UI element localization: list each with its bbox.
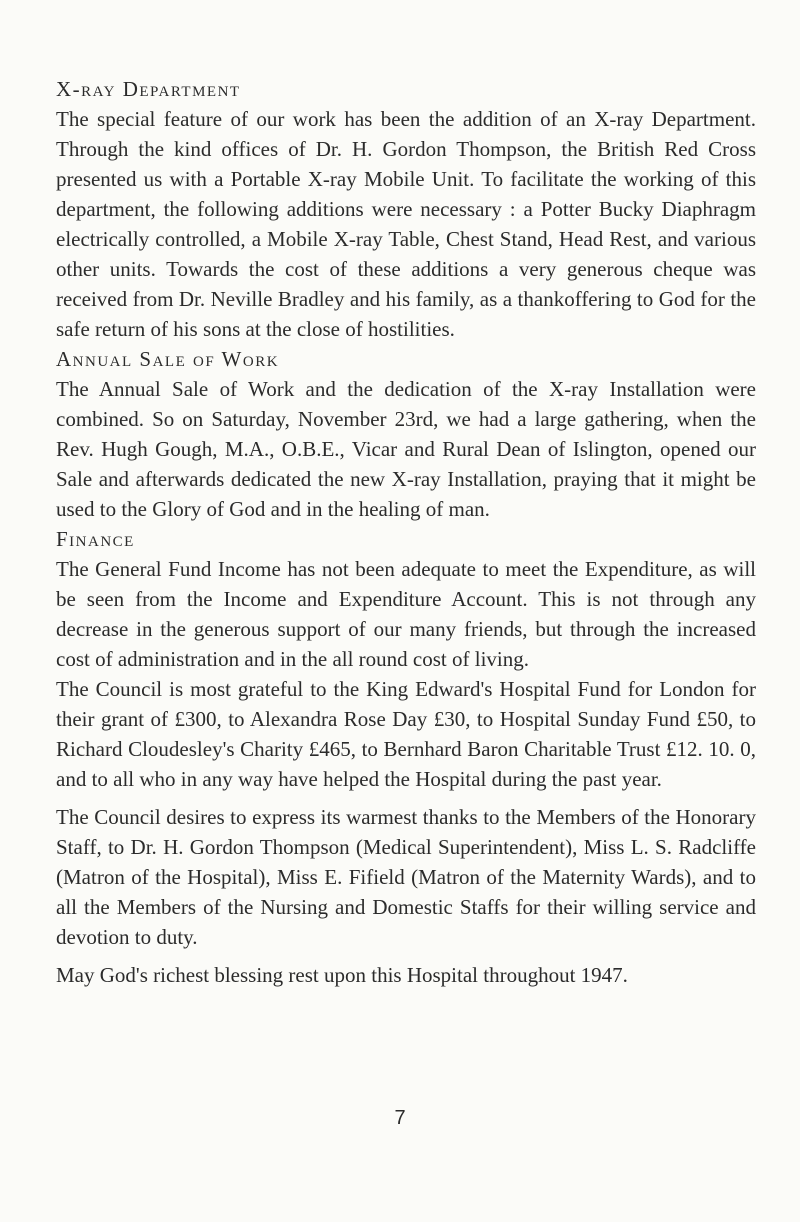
- heading-xray-department: X-ray Department: [56, 77, 241, 101]
- heading-finance: Finance: [56, 527, 135, 551]
- paragraph-xray-department: The special feature of our work has been the addition of an X-ray Department. Through the kind offices of Dr. H. Gordon Thompson, the British Red Cross presented us with a Portable X-ray Mobile Unit. To facilitate the working of this department, the following additions were necessary : a Potter Bucky Diaphragm electrically controlled, a Mobile X-ray Table, Chest Stand, Head Rest, and various other units. Towards the cost of these additions a very generous cheque was received from Dr. Neville Bradley and his family, as a thankoffering to God for the safe return of his sons at the close of hostilities.: [56, 107, 756, 341]
- document-page: [56, 74, 756, 990]
- paragraph-finance-income: The General Fund Income has not been adequate to meet the Expenditure, as will be seen from the Income and Expenditure Account. This is not through any decrease in the generous support of our many friends, but through the increased cost of administration and in the all round cost of living.: [56, 557, 756, 671]
- paragraph-finance-grants: The Council is most grateful to the King Edward's Hospital Fund for London for their grant of £300, to Alexandra Rose Day £30, to Hospital Sunday Fund £50, to Richard Cloudesley's Charity £465, to Bernhard Baron Charitable Trust £12. 10. 0, and to all who in any way have helped the Hospital during the past year.: [56, 677, 756, 791]
- paragraph-gap: [56, 794, 756, 802]
- paragraph-finance-thanks: The Council desires to express its warmest thanks to the Members of the Honorary Staff, to Dr. H. Gordon Thompson (Medical Superintendent), Miss L. S. Radcliffe (Matron of the Hospital), Miss E. Fifield (Matron of the Maternity Wards), and to all the Members of the Nursing and Domestic Staffs for their willing service and devotion to duty.: [56, 805, 756, 949]
- heading-annual-sale: Annual Sale of Work: [56, 347, 280, 371]
- paragraph-finance-blessing: May God's richest blessing rest upon this Hospital throughout 1947.: [56, 963, 628, 987]
- paragraph-gap: [56, 952, 756, 960]
- page-number: 7: [394, 1107, 406, 1129]
- paragraph-annual-sale: The Annual Sale of Work and the dedication of the X-ray Installation were combined. So on Saturday, November 23rd, we had a large gathering, when the Rev. Hugh Gough, M.A., O.B.E., Vicar and Rural Dean of Islington, opened our Sale and afterwards dedicated the new X-ray Installation, praying that it might be used to the Glory of God and in the healing of man.: [56, 377, 756, 521]
